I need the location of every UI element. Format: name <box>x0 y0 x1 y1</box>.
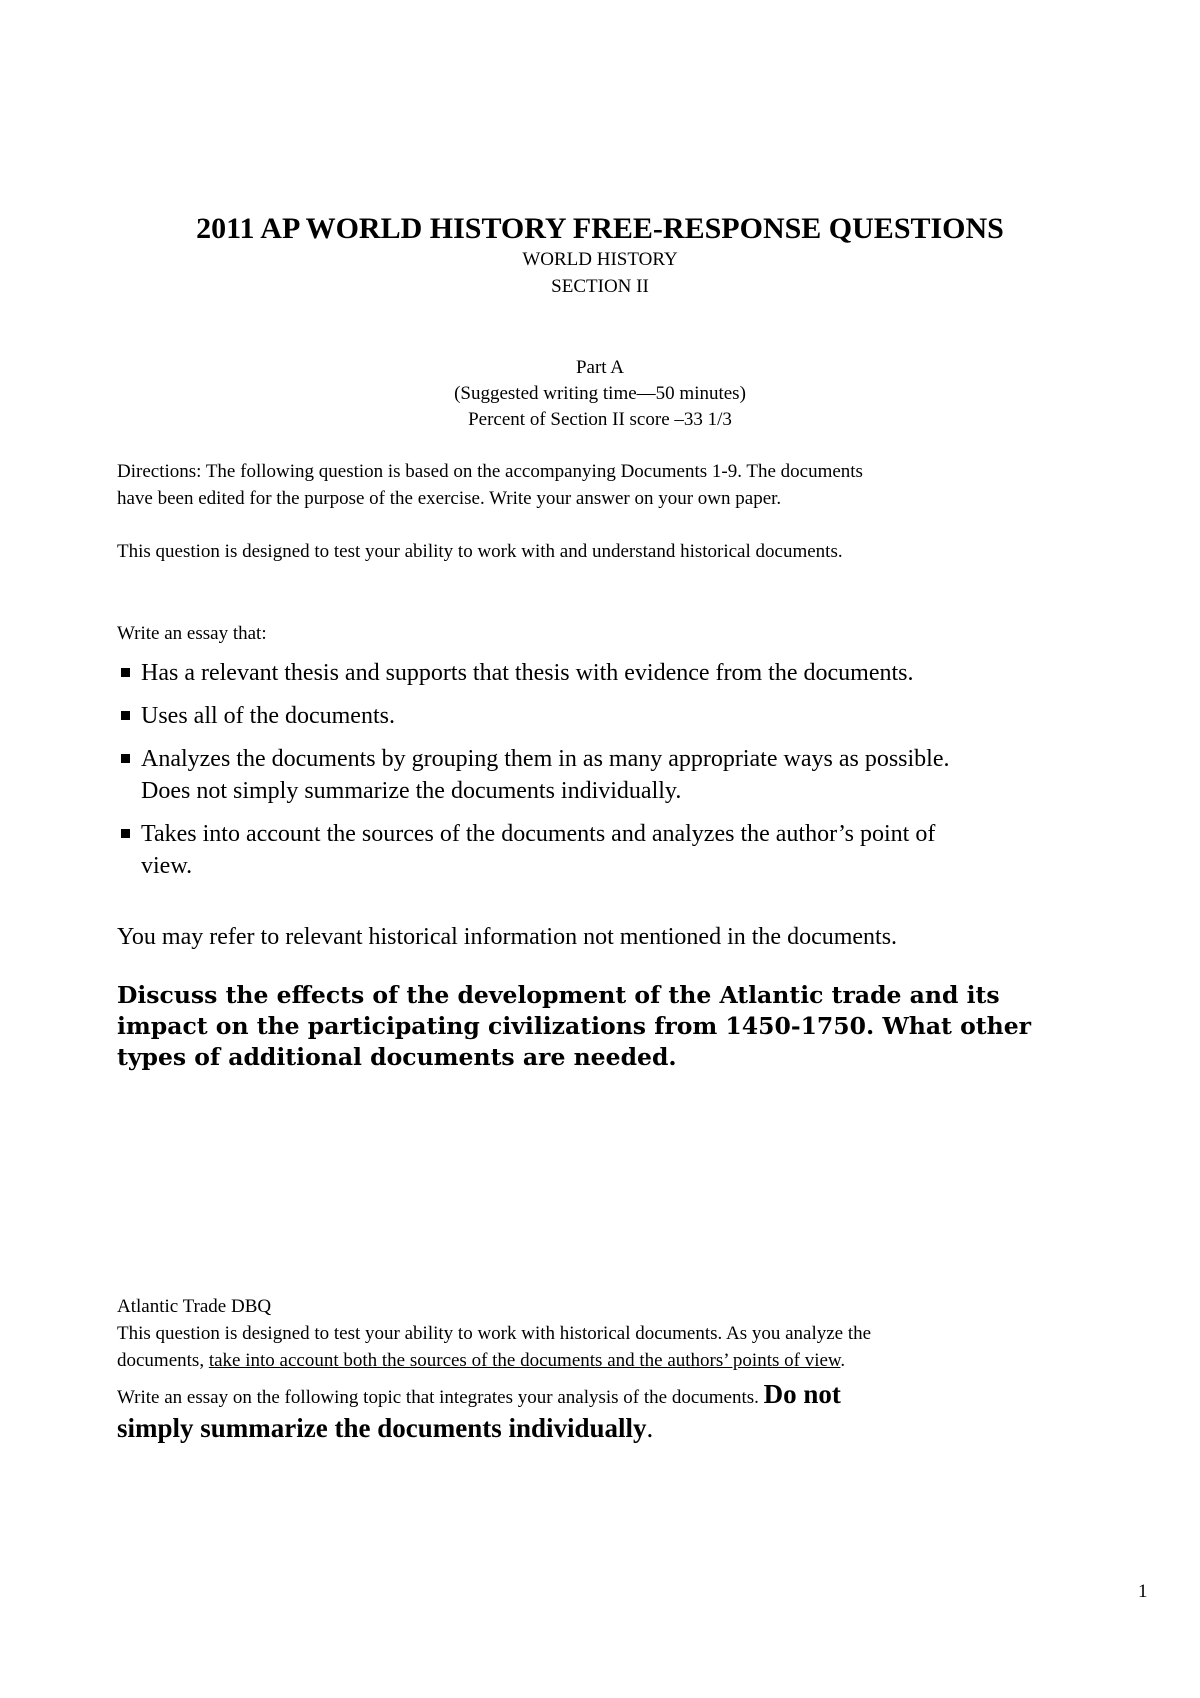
essay-question <box>117 980 1117 1073</box>
dbq-block <box>117 1293 1117 1445</box>
dbq-line-4 <box>117 1415 1117 1445</box>
dbq-heading: Atlantic Trade DBQ <box>117 1296 272 1317</box>
directions-line-1: Directions: The following question is based on the accompanying Documents 1-9. The documents <box>117 461 863 482</box>
criteria-text: Has a relevant thesis and supports that thesis with evidence from the documents. <box>141 660 914 686</box>
dbq-line-2 <box>117 1347 1117 1374</box>
refer-note: You may refer to relevant historical information not mentioned in the documents. <box>117 924 898 950</box>
dbq-emphasis-1: Do not <box>763 1379 841 1409</box>
criteria-text: Takes into account the sources of the documents and analyzes the author’s point of <box>141 821 936 847</box>
criteria-list <box>119 657 1119 893</box>
bullet-square-icon <box>121 829 130 838</box>
dbq-line-2-suffix: . <box>840 1350 846 1371</box>
dbq-underlined-instruction: take into account both the sources of the documents and the authors’ points of view <box>208 1350 841 1371</box>
question-line-2: impact on the participating civilizations from 1450-1750. What other <box>117 1012 1032 1040</box>
directions-line-2: have been edited for the purpose of the exercise. Write your answer on your own paper. <box>117 488 782 509</box>
writing-time: (Suggested writing time—50 minutes) <box>454 383 746 404</box>
bullet-square-icon <box>121 668 130 677</box>
dbq-line-3-text: Write an essay on the following topic that integrates your analysis of the documents. <box>117 1387 764 1408</box>
part-heading: Part A <box>575 357 625 378</box>
dbq-line-3 <box>117 1377 1117 1415</box>
criteria-text-continued: Does not simply summarize the documents individually. <box>141 778 682 804</box>
criteria-item <box>119 743 1119 807</box>
essay-intro: Write an essay that: <box>117 623 267 644</box>
criteria-item <box>119 657 1119 689</box>
dbq-line-4-suffix: . <box>646 1413 654 1443</box>
bullet-square-icon <box>121 711 130 720</box>
score-percent: Percent of Section II score –33 1/3 <box>468 409 732 430</box>
directions <box>117 458 1097 512</box>
criteria-item <box>119 818 1119 882</box>
dbq-line-1: This question is designed to test your ability to work with historical documents. As you analyze the <box>117 1323 872 1344</box>
subject-heading: WORLD HISTORY <box>522 249 678 270</box>
criteria-item <box>119 700 1119 732</box>
question-line-1: Discuss the effects of the development of the Atlantic trade and its <box>117 981 1000 1009</box>
purpose-statement: This question is designed to test your ability to work with and understand historical documents. <box>117 541 843 562</box>
page-number: 1 <box>1138 1581 1148 1602</box>
question-line-3: types of additional documents are needed. <box>117 1043 677 1071</box>
dbq-emphasis-2: simply summarize the documents individually <box>117 1413 647 1443</box>
section-heading: SECTION II <box>551 276 649 297</box>
dbq-line-2-prefix: documents, <box>117 1350 209 1371</box>
bullet-square-icon <box>121 754 130 763</box>
criteria-text: Uses all of the documents. <box>141 703 395 729</box>
criteria-text-continued: view. <box>141 853 193 879</box>
page-title: 2011 AP WORLD HISTORY FREE-RESPONSE QUESTIONS <box>196 212 1004 245</box>
criteria-text: Analyzes the documents by grouping them in as many appropriate ways as possible. <box>141 746 950 772</box>
